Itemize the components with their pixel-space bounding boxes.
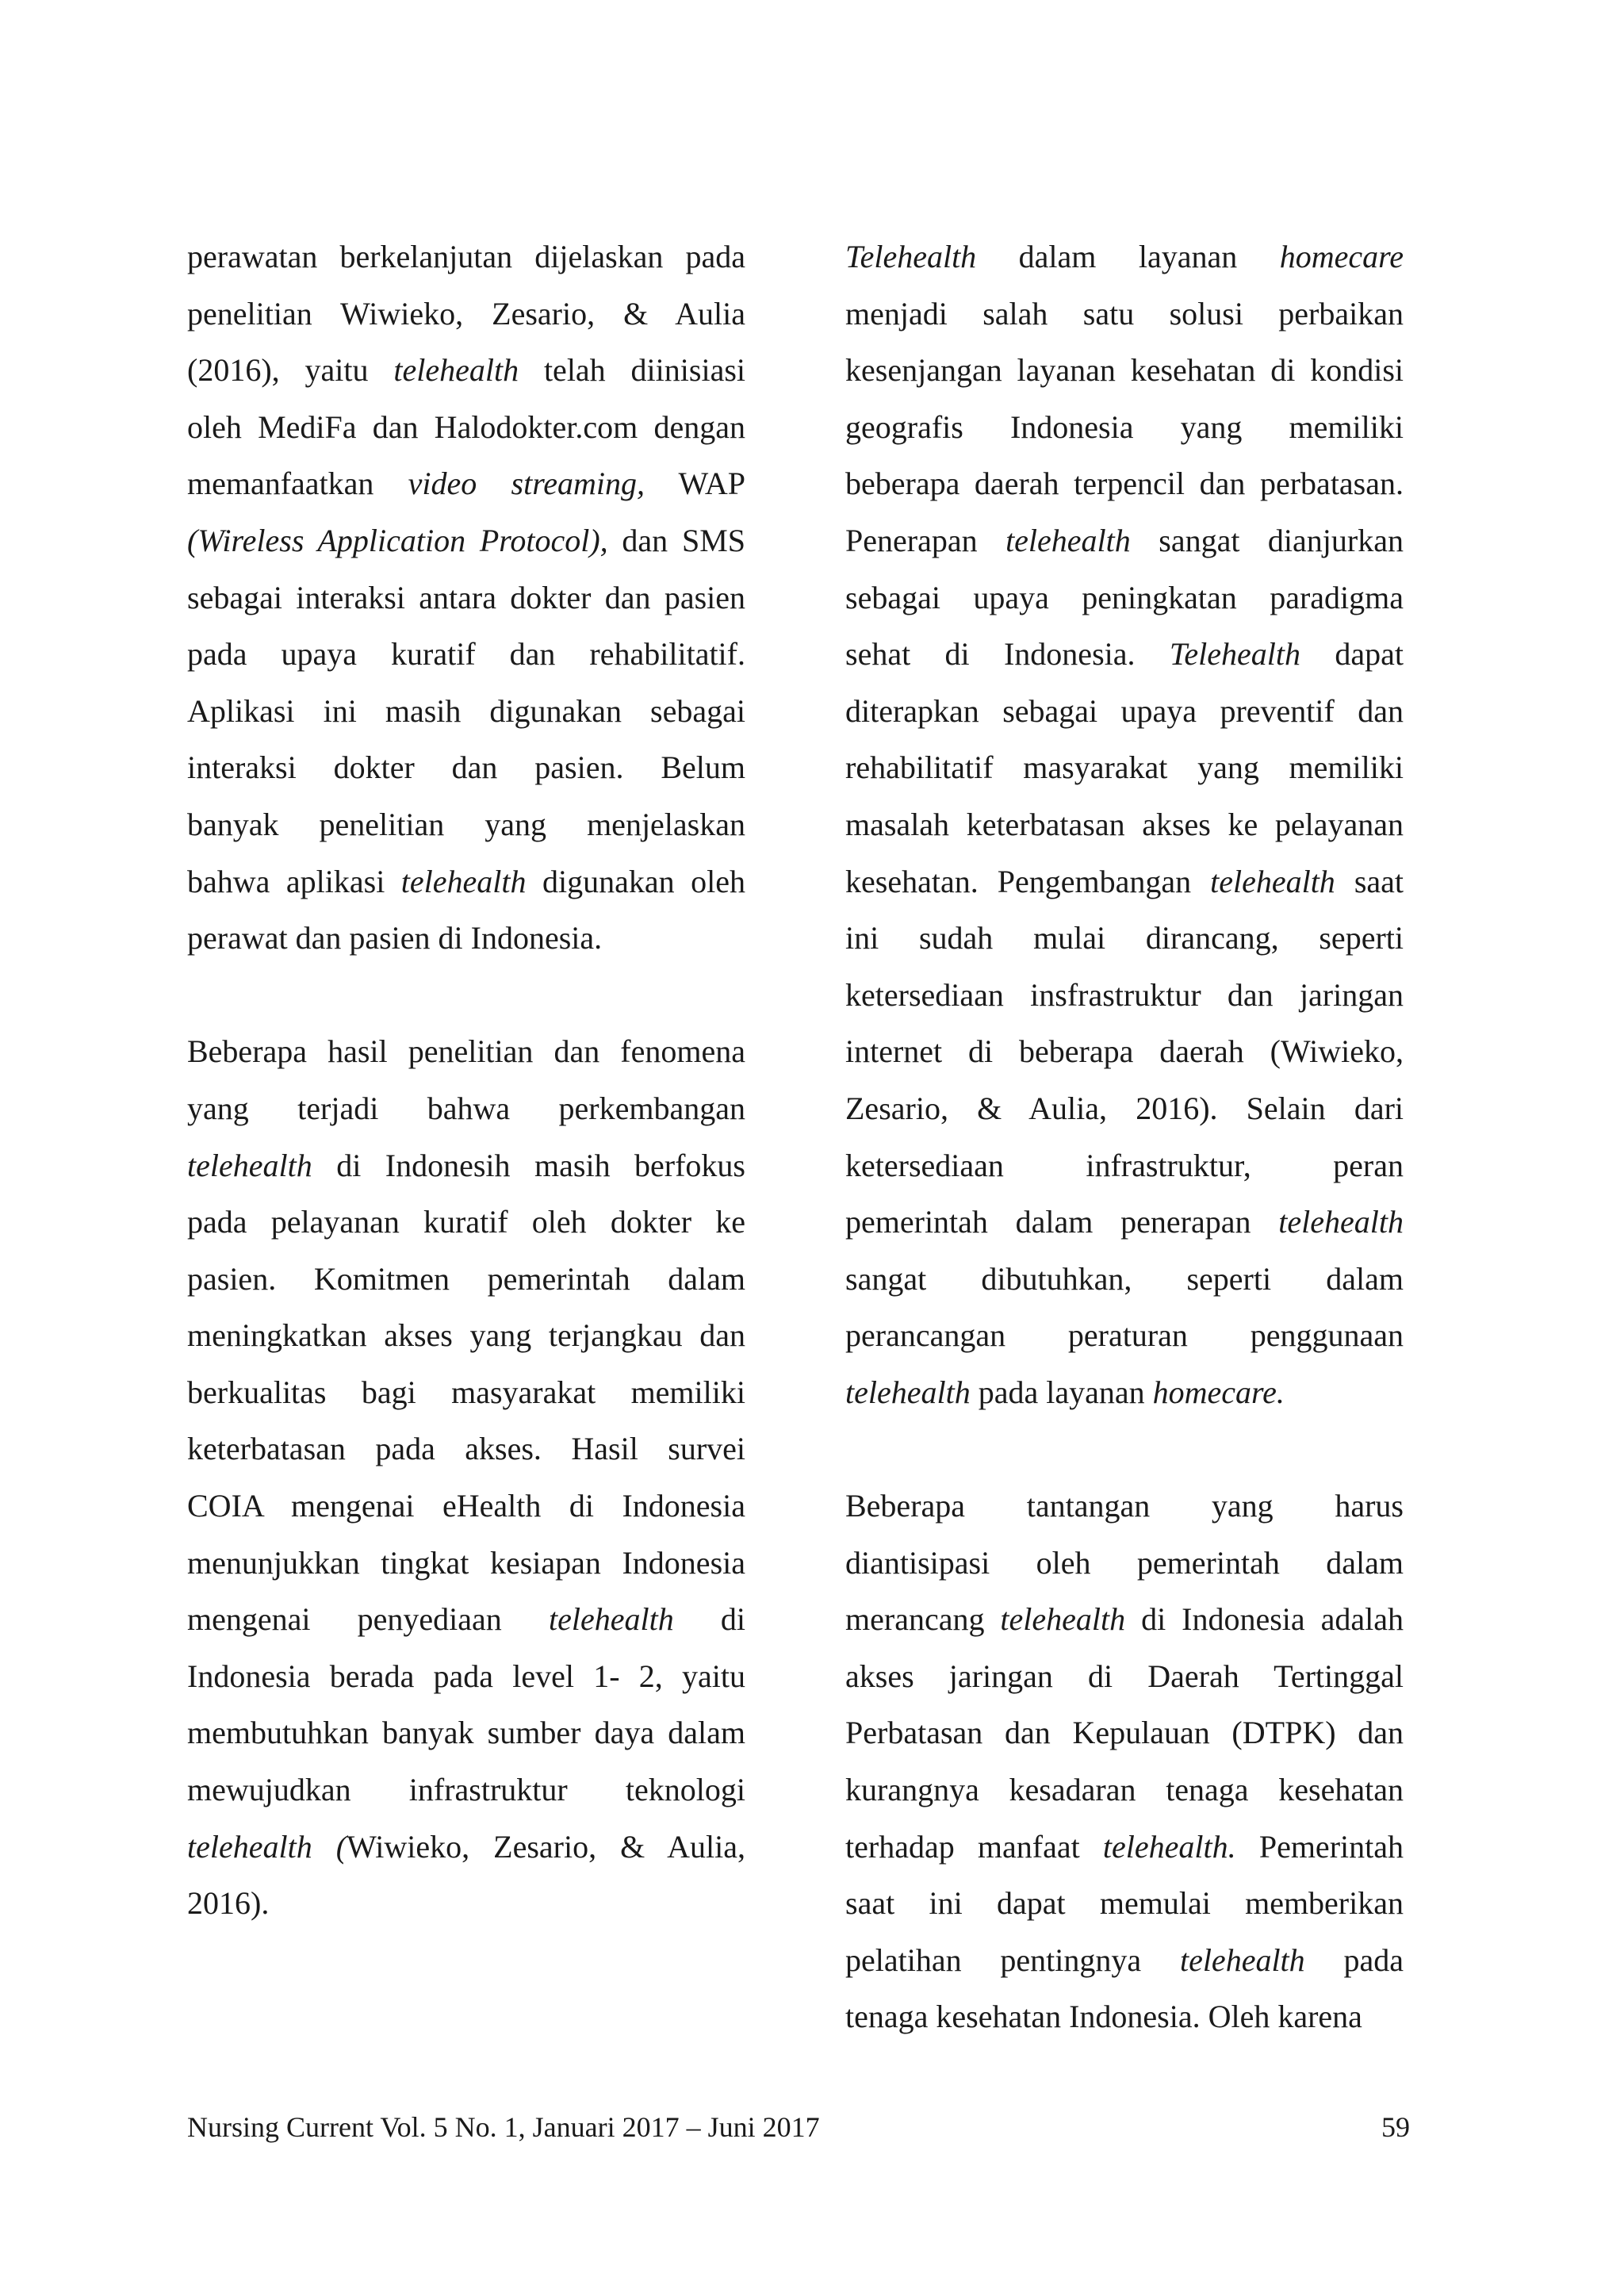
text-line: banyak penelitian yang menjelaskan <box>187 806 745 842</box>
text-line: pemerintah dalam penerapan telehealth <box>845 1204 1404 1240</box>
text-line: saat ini dapat memulai memberikan <box>845 1885 1404 1922</box>
text-line: diantisipasi oleh pemerintah dalam <box>845 1544 1404 1581</box>
text-line: mengenai penyediaan telehealth di <box>187 1601 745 1638</box>
text-line: sebagai interaksi antara dokter dan pasien <box>187 579 745 615</box>
text-line: pada upaya kuratif dan rehabilitatif. <box>187 636 745 673</box>
text-line: bahwa aplikasi telehealth digunakan oleh <box>187 863 745 899</box>
text-line: memanfaatkan video streaming, WAP <box>187 466 746 502</box>
text-line: tenaga kesehatan Indonesia. Oleh karena <box>845 1999 1362 2035</box>
text-line: penelitian Wiwieko, Zesario, & Aulia <box>187 295 745 332</box>
text-line: merancang telehealth di Indonesia adalah <box>845 1601 1404 1638</box>
text-line: rehabilitatif masyarakat yang memiliki <box>845 749 1404 786</box>
text-line: ketersediaan infrastruktur, peran <box>845 1147 1404 1183</box>
text-line: membutuhkan banyak sumber daya dalam <box>187 1715 745 1751</box>
body-paragraph <box>187 228 745 967</box>
text-line: berkualitas bagi masyarakat memiliki <box>187 1374 745 1410</box>
text-line: pelatihan pentingnya telehealth pada <box>845 1941 1404 1978</box>
body-paragraph <box>845 228 1404 1420</box>
text-line: COIA mengenai eHealth di Indonesia <box>187 1488 745 1524</box>
text-line: telehealth (Wiwieko, Zesario, & Aulia, <box>187 1828 745 1865</box>
text-line: ketersediaan insfrastruktur dan jaringan <box>845 976 1404 1013</box>
text-line: kesenjangan layanan kesehatan di kondisi <box>845 352 1404 389</box>
journal-citation: Nursing Current Vol. 5 No. 1, Januari 2017 – Juni 2017 <box>187 2111 820 2143</box>
text-line: (2016), yaitu telehealth telah diinisiasi <box>187 352 745 389</box>
text-line: kurangnya kesadaran tenaga kesehatan <box>845 1772 1404 1808</box>
page-number: 59 <box>1381 2111 1410 2143</box>
text-line: menjadi salah satu solusi perbaikan <box>845 295 1404 332</box>
text-line: pasien. Komitmen pemerintah dalam <box>187 1260 745 1297</box>
text-line: Telehealth dalam layanan homecare <box>845 239 1404 274</box>
text-line: oleh MediFa dan Halodokter.com dengan <box>187 408 745 445</box>
text-line: sebagai upaya peningkatan paradigma <box>845 579 1404 615</box>
text-line: Penerapan telehealth sangat dianjurkan <box>845 522 1404 558</box>
body-paragraph <box>845 1478 1404 2045</box>
text-line: beberapa daerah terpencil dan perbatasan. <box>845 466 1404 502</box>
text-line: Beberapa hasil penelitian dan fenomena <box>187 1033 745 1070</box>
text-line: Aplikasi ini masih digunakan sebagai <box>187 692 745 729</box>
text-line: 2016). <box>187 1885 270 1922</box>
text-line: Perbatasan dan Kepulauan (DTPK) dan <box>845 1715 1404 1751</box>
text-line: perancangan peraturan penggunaan <box>845 1317 1404 1354</box>
text-line: pada pelayanan kuratif oleh dokter ke <box>187 1204 745 1240</box>
left-column <box>187 228 745 1932</box>
text-line: Zesario, & Aulia, 2016). Selain dari <box>845 1090 1404 1126</box>
text-line: Indonesia berada pada level 1- 2, yaitu <box>187 1658 745 1694</box>
text-line: mewujudkan infrastruktur teknologi <box>187 1772 745 1808</box>
text-line: perawat dan pasien di Indonesia. <box>187 920 603 956</box>
text-line: masalah keterbatasan akses ke pelayanan <box>845 806 1404 842</box>
text-line: meningkatkan akses yang terjangkau dan <box>187 1317 745 1354</box>
text-line: interaksi dokter dan pasien. Belum <box>187 749 745 786</box>
text-line: sehat di Indonesia. Telehealth dapat <box>845 636 1404 673</box>
text-line: (Wireless Application Protocol), dan SMS <box>187 522 745 558</box>
text-line: Beberapa tantangan yang harus <box>845 1488 1404 1524</box>
text-line: akses jaringan di Daerah Tertinggal <box>845 1658 1404 1694</box>
text-line: kesehatan. Pengembangan telehealth saat <box>845 863 1404 899</box>
body-paragraph <box>187 1023 745 1932</box>
text-line: sangat dibutuhkan, seperti dalam <box>845 1260 1404 1297</box>
page-footer <box>187 2108 1410 2146</box>
text-line: menunjukkan tingkat kesiapan Indonesia <box>187 1544 745 1581</box>
text-line: ini sudah mulai dirancang, seperti <box>845 920 1404 956</box>
text-line: internet di beberapa daerah (Wiwieko, <box>845 1033 1404 1070</box>
right-column <box>845 228 1404 2045</box>
text-line: yang terjadi bahwa perkembangan <box>187 1090 745 1126</box>
text-line: telehealth di Indonesih masih berfokus <box>187 1147 745 1183</box>
text-line: perawatan berkelanjutan dijelaskan pada <box>187 239 745 274</box>
text-line: terhadap manfaat telehealth. Pemerintah <box>845 1828 1404 1865</box>
text-line: diterapkan sebagai upaya preventif dan <box>845 692 1404 729</box>
text-line: geografis Indonesia yang memiliki <box>845 408 1404 445</box>
text-line: keterbatasan pada akses. Hasil survei <box>187 1431 745 1467</box>
text-line: telehealth pada layanan homecare. <box>845 1374 1285 1410</box>
